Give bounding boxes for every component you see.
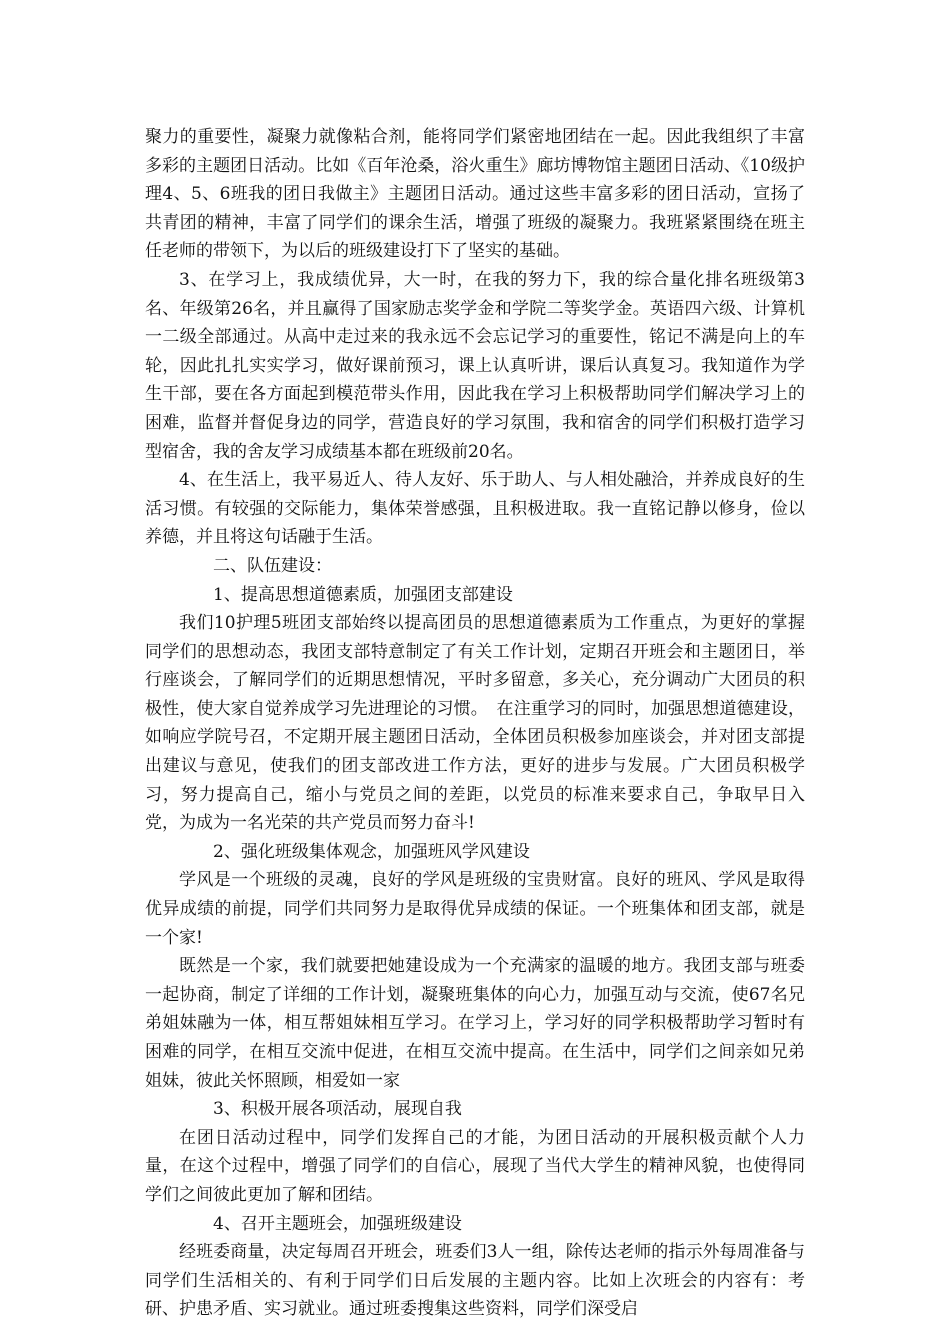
subheading-moral-quality: 1、提高思想道德素质，加强团支部建设 xyxy=(213,584,513,605)
subheading-activities: 3、积极开展各项活动，展现自我 xyxy=(213,1099,462,1120)
paragraph-study-style: 学风是一个班级的灵魂，良好的学风是班级的宝贵财富。良好的班风、学风是取得优异成绩的前提，同学们共同努力是取得优异成绩的保证。一个班集体和团支部，就是一个家! xyxy=(145,870,805,948)
paragraph-class-meetings: 经班委商量，决定每周召开班会，班委们3人一组，除传达老师的指示外每周准备与同学们生活相关的、有利于同学们日后发展的主题内容。比如上次班会的内容有：考研、护患矛盾、实习就业。通过班委搜集这些资料，同学们深受启 xyxy=(145,1242,805,1320)
paragraph-class-activities: 聚力的重要性，凝聚力就像粘合剂，能将同学们紧密地团结在一起。因此我组织了丰富多彩的主题团日活动。比如《百年沧桑，浴火重生》廊坊博物馆主题团日活动、《10级护理4、5、6班我的团日我做主》主题团日活动。通过这些丰富多彩的团日活动，宣扬了共青团的精神，丰富了同学们的课余生活，增强了班级的凝聚力。我班紧紧围绕在班主任老师的带领下，为以后的班级建设打下了坚实的基础。 xyxy=(145,127,805,262)
paragraph-activities: 在团日活动过程中，同学们发挥自己的才能，为团日活动的开展积极贡献个人力量，在这个过程中，增强了同学们的自信心，展现了当代大学生的精神风貌，也使得同学们之间彼此更加了解和团结。 xyxy=(145,1127,805,1205)
paragraph-family: 既然是一个家，我们就要把她建设成为一个充满家的温暖的地方。我团支部与班委一起协商，制定了详细的工作计划，凝聚班集体的向心力，加强互动与交流，使67名兄弟姐妹融为一体，相互帮姐妹相互学习。在学习上，学习好的同学积极帮助学习暂时有困难的同学，在相互交流中促进，在相互交流中提高。在生活中，同学们之间亲如兄弟姐妹，彼此关怀照顾，相爱如一家 xyxy=(145,956,805,1091)
paragraph-study: 3、在学习上，我成绩优异，大一时，在我的努力下，我的综合量化排名班级第3名、年级第26名，并且赢得了国家励志奖学金和学院二等奖学金。英语四六级、计算机一二级全部通过。从高中走过来的我永远不会忘记学习的重要性，铭记不满是向上的车轮，因此扎扎实实学习，做好课前预习，课上认真听讲，课后认真复习。我知道作为学生干部，要在各方面起到模范带头作用，因此我在学习上积极帮助同学们解决学习上的困难，监督并督促身边的同学，营造良好的学习氛围，我和宿舍的同学们积极打造学习型宿舍，我的舍友学习成绩基本都在班级前20名。 xyxy=(145,269,805,462)
paragraph-life: 4、在生活上，我平易近人、待人友好、乐于助人、与人相处融洽，并养成良好的生活习惯。有较强的交际能力，集体荣誉感强，且积极进取。我一直铭记静以修身，俭以养德，并且将这句话融于生活。 xyxy=(145,470,805,548)
document-page xyxy=(145,123,805,1324)
section-heading-team-building: 二、队伍建设： xyxy=(213,555,332,576)
subheading-class-meetings: 4、召开主题班会，加强班级建设 xyxy=(213,1213,462,1234)
subheading-class-spirit: 2、强化班级集体观念，加强班风学风建设 xyxy=(213,841,530,862)
paragraph-moral-quality: 我们10护理5班团支部始终以提高团员的思想道德素质为工作重点，为更好的掌握同学们的思想动态，我团支部特意制定了有关工作计划，定期召开班会和主题团日，举行座谈会，了解同学们的近期思想情况，平时多留意，多关心，充分调动广大团员的积极性，使大家自觉养成学习先进理论的习惯。 在注重学习的同时，加强思想道德建设，如响应学院号召，不定期开展主题团日活动，全体团员积极参加座谈会，并对团支部提出建议与意见，使我们的团支部改进工作方法，更好的进步与发展。广大团员积极学习，努力提高自己，缩小与党员之间的差距，以党员的标准来要求自己，争取早日入党，为成为一名光荣的共产党员而努力奋斗! xyxy=(145,613,805,834)
